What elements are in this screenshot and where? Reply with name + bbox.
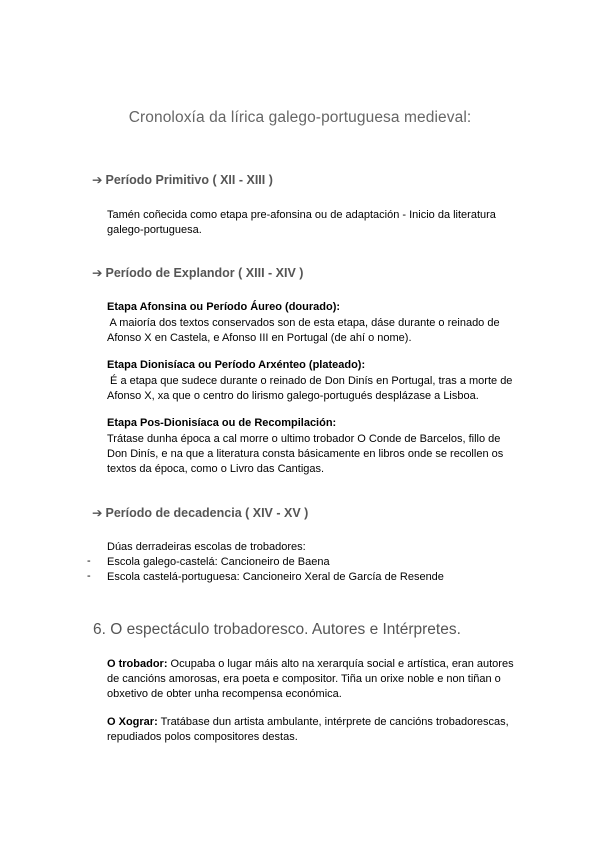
decadencia-intro: Dúas derradeiras escolas de trobadores:: [107, 541, 306, 553]
period-esplendor-heading: [92, 265, 303, 280]
xograr-label: O Xograr:: [107, 716, 158, 728]
etapa-posdionisiaca-text: [107, 432, 517, 477]
text-line: de cancións amorosas, era poeta e compositor. Tiña un orixe noble e non tiñan o: [107, 673, 501, 685]
period-primitivo-text: [107, 208, 517, 238]
etapa-dionisiaca-text: [107, 374, 517, 404]
period-heading-text: Período de decadencia ( XIV - XV ): [105, 506, 309, 520]
text-line: Afonso X, xa que o centro do lirismo galego-portugués desplázase a Lisboa.: [107, 390, 479, 402]
text-line: Afonso X en Castela, e Afonso III en Portugal (de ahí o nome).: [107, 332, 412, 344]
period-heading-text: Período de Explandor ( XIII - XIV ): [105, 266, 304, 280]
arrow-right-icon: ➔: [92, 506, 103, 520]
trobador-paragraph: [107, 657, 517, 702]
etapa-afonsina-text: [107, 316, 517, 346]
text-line: textos da época, como o Livro das Cantigas.: [107, 463, 325, 475]
trobador-label: O trobador:: [107, 658, 168, 670]
text-line: [107, 657, 517, 672]
section-6-heading: 6. O espectáculo trobadoresco. Autores e Intérpretes.: [93, 621, 461, 638]
period-decadencia-heading: [92, 505, 308, 520]
arrow-right-icon: ➔: [92, 266, 103, 280]
etapa-posdionisiaca-title: Etapa Pos-Dionisíaca ou de Recompilación:: [107, 417, 337, 429]
document-title: Cronoloxía da lírica galego-portuguesa medieval:: [128, 109, 472, 126]
text-line: A maioría dos textos conservados son de esta etapa, dáse durante o reinado de: [107, 317, 500, 329]
text-line: Trátase dunha época a cal morre o ultimo trobador O Conde de Barcelos, fillo de: [107, 433, 501, 445]
text-span: Tratábase dun artista ambulante, intérprete de cancións trobadorescas,: [157, 716, 509, 728]
text-line: É a etapa que sudece durante o reinado de Don Dinís en Portugal, tras a morte de: [107, 375, 513, 387]
list-dash: -: [87, 570, 91, 582]
list-dash: -: [87, 555, 91, 567]
xograr-paragraph: [107, 715, 517, 745]
text-span: Ocupaba o lugar máis alto na xerarquía social e artística, eran autores: [167, 658, 514, 670]
text-line: Don Dinís, e na que a literatura consta básicamente en libros onde se recollen os: [107, 448, 504, 460]
text-line: galego-portuguesa.: [107, 224, 202, 236]
period-heading-text: Período Primitivo ( XII - XIII ): [105, 173, 273, 187]
text-line: obxetivo de obter unha recompensa económica.: [107, 688, 342, 700]
etapa-afonsina-title: Etapa Afonsina ou Período Áureo (dourado):: [107, 301, 341, 313]
list-item: Escola castelá-portuguesa: Cancioneiro Xeral de García de Resende: [107, 571, 444, 583]
text-line: repudiados polos compositores destas.: [107, 731, 298, 743]
text-line: Tamén coñecida como etapa pre-afonsina ou de adaptación - Inicio da literatura: [107, 209, 496, 221]
text-line: [107, 715, 517, 730]
arrow-right-icon: ➔: [92, 173, 103, 187]
list-item: Escola galego-castelá: Cancioneiro de Baena: [107, 556, 330, 568]
etapa-dionisiaca-title: Etapa Dionisíaca ou Período Arxénteo (plateado):: [107, 359, 366, 371]
period-primitivo-heading: [92, 172, 273, 187]
